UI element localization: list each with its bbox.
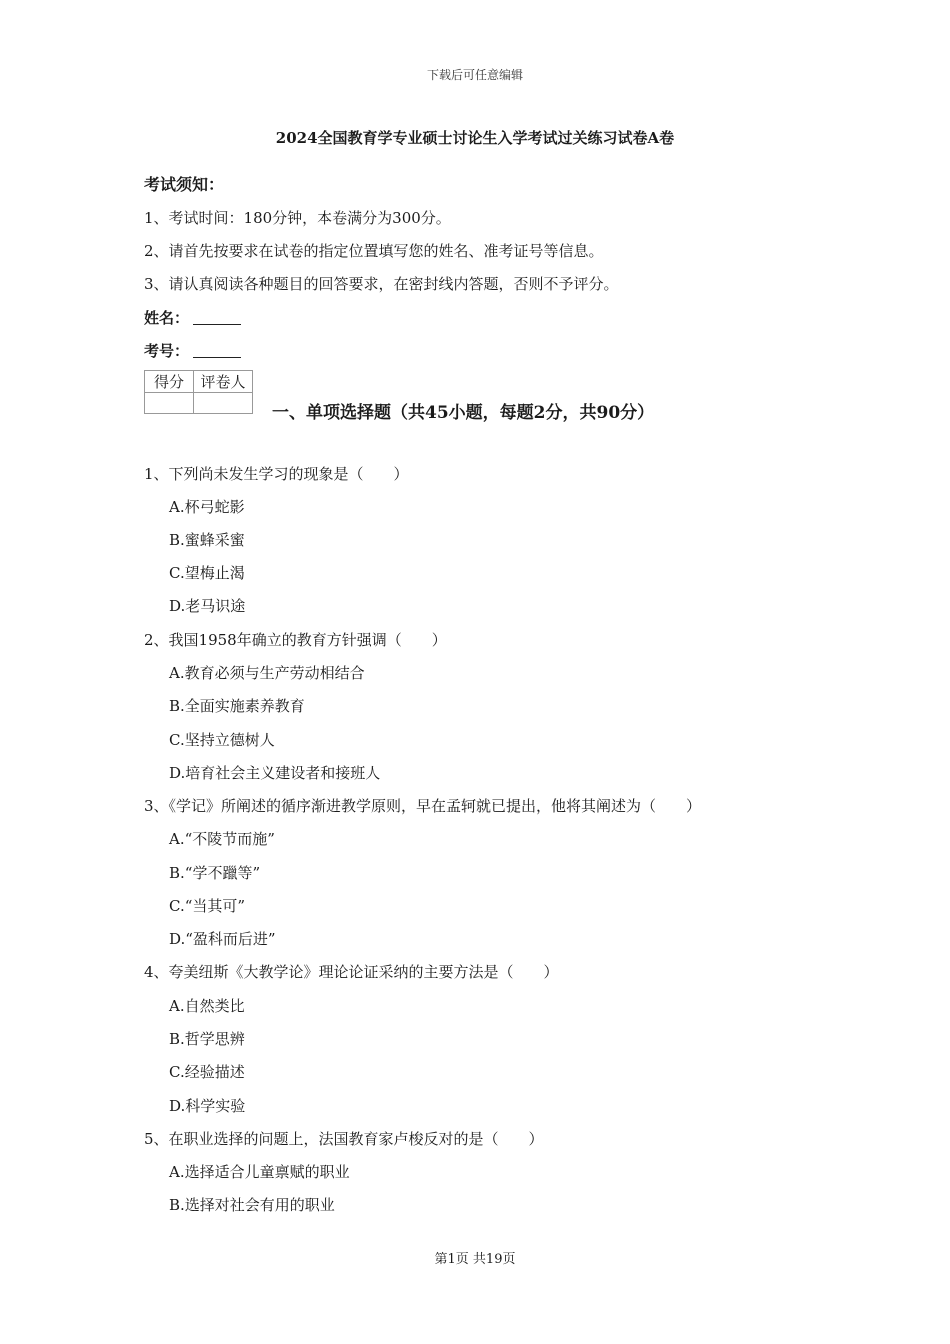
option-item: A.自然类比 [169, 997, 245, 1015]
grader-cell[interactable] [194, 393, 253, 414]
option-item: A.杯弓蛇影 [169, 498, 245, 516]
option-item: B.哲学思辨 [169, 1030, 245, 1048]
option-item: B.“学不躐等” [169, 864, 261, 882]
exam-number-label: 考号： [144, 342, 190, 360]
option-item: D.培育社会主义建设者和接班人 [169, 764, 381, 782]
option-item: A.选择适合儿童禀赋的职业 [169, 1163, 350, 1181]
exam-number-blank[interactable] [193, 343, 241, 358]
option-item: B.蜜蜂采蜜 [169, 531, 245, 549]
question-text: 5、在职业选择的问题上，法国教育家卢梭反对的是（ ） [144, 1130, 544, 1148]
score-cell[interactable] [145, 393, 194, 414]
option-item: D.“盈科而后进” [169, 930, 276, 948]
grader-header: 评卷人 [194, 371, 253, 393]
option-item: D.科学实验 [169, 1097, 246, 1115]
option-item: C.经验描述 [169, 1063, 245, 1081]
name-field[interactable] [144, 307, 241, 328]
header-note: 下载后可任意编辑 [426, 68, 523, 82]
name-blank[interactable] [193, 310, 241, 325]
section-title: 一、单项选择题（共45小题，每题2分，共90分） [272, 403, 655, 423]
option-item: B.选择对社会有用的职业 [169, 1196, 335, 1214]
exam-number-field[interactable] [144, 340, 241, 361]
page-footer: 第1页 共19页 [434, 1252, 516, 1267]
notice-rule: 3、请认真阅读各种题目的回答要求，在密封线内答题，否则不予评分。 [144, 275, 619, 293]
question-text: 4、夸美纽斯《大教学论》理论论证采纳的主要方法是（ ） [144, 963, 559, 981]
question-text: 3、《学记》所阐述的循序渐进教学原则，早在孟轲就已提出，他将其阐述为（ ） [144, 797, 702, 815]
score-header: 得分 [145, 371, 194, 393]
option-item: C.“当其可” [169, 897, 246, 915]
notice-rule: 1、考试时间：180分钟，本卷满分为300分。 [144, 209, 451, 227]
question-text: 1、下列尚未发生学习的现象是（ ） [144, 465, 409, 483]
score-table [144, 370, 253, 414]
option-item: C.坚持立德树人 [169, 731, 275, 749]
name-label: 姓名： [144, 309, 190, 327]
option-item: A.“不陵节而施” [169, 830, 275, 848]
notice-rule: 2、请首先按要求在试卷的指定位置填写您的姓名、准考证号等信息。 [144, 242, 604, 260]
option-item: B.全面实施素养教育 [169, 697, 305, 715]
question-text: 2、我国1958年确立的教育方针强调（ ） [144, 631, 447, 649]
notice-heading: 考试须知： [144, 175, 225, 194]
option-item: A.教育必须与生产劳动相结合 [169, 664, 365, 682]
exam-title: 2024全国教育学专业硕士讨论生入学考试过关练习试卷A卷 [275, 129, 675, 147]
option-item: D.老马识途 [169, 597, 246, 615]
option-item: C.望梅止渴 [169, 564, 245, 582]
